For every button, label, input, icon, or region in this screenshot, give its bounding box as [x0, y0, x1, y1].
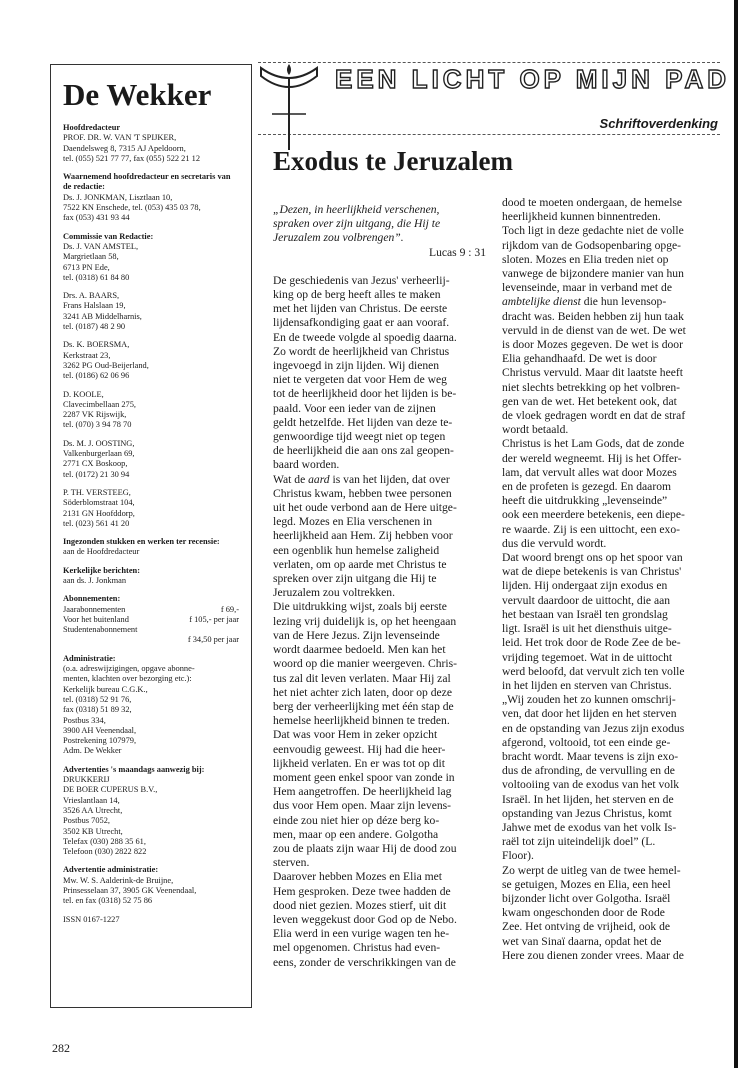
text-line: vervuld in de dienst van de wet. De wet	[502, 323, 686, 337]
page-edge-bar	[734, 0, 738, 1068]
text-line: Christus kwam, hebben twee personen	[273, 486, 452, 500]
text-line: De geschiedenis van Jezus' verheerlij-	[273, 273, 450, 287]
colophon-blocks	[63, 123, 239, 586]
colophon-line: Ds. K. BOERSMA,	[63, 340, 130, 350]
colophon-line: tel. en fax (0318) 52 75 86	[63, 896, 153, 906]
text-line: levenseinde, maar in verband met de	[502, 281, 672, 295]
text-line: Dat woord brengt ons op het spoor van	[502, 551, 683, 565]
text-line: een ogenblik hun hemelse zaligheid	[273, 543, 440, 557]
text-line: zou de plaats zijn waar Hij de dood zou	[273, 841, 457, 855]
colophon-line: ISSN 0167-1227	[63, 914, 120, 924]
text-line: ven, dat door het lijden en het sterven	[502, 707, 677, 721]
subscription-row	[63, 635, 239, 645]
colophon-heading: Kerkelijke berichten:	[63, 565, 140, 575]
colophon-line: Mw. W. S. Aalderink-de Bruijne,	[63, 875, 174, 885]
colophon-heading: Hoofdredacteur	[63, 123, 121, 132]
colophon-line: Frans Halslaan 19,	[63, 301, 126, 311]
colophon-line: (o.a. adreswijzigingen, opgave abonne-	[63, 664, 195, 674]
text-line: lijden. Hij ondergaat zijn exodus en	[502, 579, 668, 593]
text-line: raël tot zijn uiteindelijk doel” (L.	[502, 835, 656, 849]
text-line: eens, zonder de verschrikkingen van de	[273, 955, 456, 969]
colophon-line: 2287 VK Rijswijk,	[63, 410, 127, 420]
text-line: vanwege de bijzondere manier van hun	[502, 267, 684, 281]
colophon-entry	[63, 865, 239, 906]
text-line: Hem aangetroffen. De heerlijkheid lag	[273, 785, 452, 799]
masthead: De Wekker	[63, 77, 212, 112]
text-line: Jeruzalem zou voltrekken.	[273, 586, 396, 600]
colophon-line: Postbus 7052,	[63, 816, 111, 826]
colophon-entry	[63, 172, 239, 223]
text-line: dood niet gezien. Mozes stierf, uit dit	[273, 898, 447, 912]
text-line: geldt hetzelfde. Het lijden van deze te-	[273, 415, 453, 429]
text-line: Israël. In het lijden, het sterven en de	[502, 792, 674, 806]
text-line: lijkheid verlaten. En er was tot op dit	[273, 756, 445, 770]
paragraph-gap	[273, 260, 486, 274]
header-top-rule	[258, 62, 720, 63]
section-label: Schriftoverdenking	[599, 116, 718, 131]
text-line: heeft die uitdrukking „levenseinde”	[502, 494, 668, 508]
quote-line: Jeruzalem zou volbrengen”.	[273, 231, 404, 245]
colophon-entry	[63, 232, 239, 283]
colophon-line: Ds. J. VAN AMSTEL,	[63, 241, 139, 251]
text-line: se getuigen, Mozes en Elia, een heel	[502, 877, 671, 891]
colophon-entry	[63, 439, 239, 480]
article-column-2	[502, 196, 726, 963]
colophon-entry	[63, 340, 239, 381]
text-line: Elia werd in een vurige wagen ten he-	[273, 927, 450, 941]
column-series-title: EEN LICHT OP MIJN PAD	[335, 64, 731, 94]
colophon-line: aan de Hoofdredacteur	[63, 547, 140, 557]
colophon-entry	[63, 915, 239, 925]
epigraph-quote	[273, 203, 486, 246]
text-line: het bestaan van Israël ten grondslag	[502, 607, 668, 621]
colophon-line: Telefax (030) 288 35 61,	[63, 836, 146, 846]
text-line: Dat was voor Hem in zeker opzicht	[273, 728, 438, 742]
subscription-label: Voor het buitenland	[63, 614, 129, 624]
colophon-line: Postrekening 107979,	[63, 736, 137, 746]
text-line: Floor).	[502, 849, 534, 863]
text-line: tot de heerlijkheid door het lijden is be-	[273, 387, 457, 401]
colophon-line: tel. (0187) 48 2 90	[63, 322, 126, 332]
text-line: eenvoudig geweest. Hij had die heer-	[273, 742, 446, 756]
text-line: vrijding tegemoet. Wat in de uittocht	[502, 650, 673, 664]
text-line: men, maar op een andere. Golgotha	[273, 827, 439, 841]
colophon-line: tel. (055) 521 77 77, fax (055) 522 21 12	[63, 153, 201, 163]
colophon-entry	[63, 390, 239, 431]
article-column-1	[273, 203, 486, 970]
colophon-line: DE BOER CUPERUS B.V.,	[63, 785, 158, 795]
text-line: paald. Voor een ieder van de zijnen	[273, 401, 436, 415]
colophon-line: tel. (0172) 21 30 94	[63, 469, 130, 479]
colophon-heading: Commissie van Redactie:	[63, 231, 154, 241]
text-line: met het lijden van Christus. De eerste	[273, 302, 448, 316]
colophon-heading: Ingezonden stukken en werken ter recensie:	[63, 537, 220, 547]
text-line: Hem gesproken. Deze twee hadden de	[273, 884, 451, 898]
colophon-entry	[63, 537, 239, 558]
text-line: Zo wordt de heerlijkheid van Christus	[273, 344, 450, 358]
text-line: Toch ligt in deze gedachte niet de volle	[502, 224, 684, 238]
text-line: en de opstanding van Jezus zijn exodus	[502, 721, 685, 735]
text-line: legd. Mozes en Elia verschenen in	[273, 515, 433, 529]
colophon-line: Drs. A. BAARS,	[63, 291, 120, 301]
text-line: werd beloofd, dat vervult zich ten volle	[502, 664, 685, 678]
text-line: mel opgenomen. Christus had even-	[273, 941, 441, 955]
colophon-heading: Administratie:	[63, 653, 116, 663]
colophon-line: Vrieslantlaan 14,	[63, 795, 120, 805]
colophon-heading: Waarnemend hoofdredacteur en secretaris van de redactie:	[63, 172, 231, 192]
subscription-label: Jaarabonnementen	[63, 604, 126, 614]
colophon-line: fax (0318) 51 89 32,	[63, 705, 132, 715]
text-line: dus die vervuld wordt.	[502, 536, 607, 550]
colophon-entry	[63, 566, 239, 587]
text-line: gen van de wet. Het betekent ook, dat	[502, 394, 677, 408]
subscription-row	[63, 605, 239, 615]
colophon-line: tel. (0318) 52 91 76,	[63, 694, 132, 704]
colophon-line: menten, klachten over bezorging etc.):	[63, 674, 192, 684]
text-line: van de Here Jezus. Zijn levenseinde	[273, 628, 440, 642]
colophon-line: Daendelsweg 8, 7315 AJ Apeldoorn,	[63, 143, 186, 153]
text-line: dus de afronding, de vervulling en de	[502, 764, 675, 778]
text-line: opstanding van Jezus Christus, komt	[502, 806, 672, 820]
colophon-line: P. TH. VERSTEEG,	[63, 487, 131, 497]
colophon-line: tel. (0186) 62 06 96	[63, 371, 130, 381]
colophon-line: 2771 CX Boskoop,	[63, 459, 128, 469]
emphasis: aard	[305, 472, 333, 486]
text-line: Zee. Het ontving de vrijheid, ook de	[502, 920, 671, 934]
colophon-line: 3241 AB Middelharnis,	[63, 311, 142, 321]
text-line: woord op die manier weergeven. Chris-	[273, 657, 457, 671]
colophon-line: 3526 AA Utrecht,	[63, 805, 123, 815]
text-line: Die uitdrukking wijst, zoals bij eerste	[273, 600, 447, 614]
text-line: in het lijden en sterven van Christus.	[502, 678, 672, 692]
text-line: wet van Sinaï daarna, opdat het de	[502, 934, 662, 948]
colophon-line: Prinsesselaan 37, 3905 GK Veenendaal,	[63, 886, 197, 895]
text-line: de heerlijkheid die aan ons zal geopen-	[273, 444, 454, 458]
subscription-row	[63, 625, 239, 635]
text-line: leven weggekust door God op de Nebo.	[273, 912, 457, 926]
epigraph-reference: Lucas 9 : 31	[429, 245, 486, 259]
text-line: Jahwe met de exodus van het volk Is-	[502, 820, 677, 834]
text-line: leid. Het trok door de Rode Zee de be-	[502, 636, 681, 650]
subscription-price: f 34,50 per jaar	[187, 635, 239, 645]
text-line: lijdensafkondiging gaat er aan vooraf.	[273, 316, 450, 330]
colophon-entry	[63, 654, 239, 757]
text-line: king op de berg heeft alles te maken	[273, 288, 441, 302]
colophon-heading: Advertenties 's maandags aanwezig bij:	[63, 764, 205, 774]
text-line: ambtelijke dienst die hun levensop-	[502, 295, 667, 309]
colophon-entry	[63, 488, 239, 529]
colophon-line: Postbus 334,	[63, 715, 106, 725]
colophon-line: Söderblomstraat 104,	[63, 498, 135, 508]
text-line: En de tweede volgde al spoedig daarna.	[273, 330, 457, 344]
text-line: Christus vervuld. Maar dit laatste heeft	[502, 366, 683, 380]
text-line: tus zal dit leven verlaten. Maar Hij zal	[273, 671, 451, 685]
text-line: Here zou dienen zonder vrees. Maar de	[502, 948, 684, 962]
colophon-line: Valkenburgerlaan 69,	[63, 449, 135, 459]
text-line: verlaten, om op aarde met Christus te	[273, 557, 447, 571]
colophon-line: tel. (0318) 61 84 80	[63, 272, 130, 282]
text-line: ook een meerdere betekenis, een diepe-	[502, 508, 685, 522]
colophon-line: Kerkstraat 23,	[63, 350, 111, 360]
header-bottom-rule	[258, 134, 720, 135]
text-line: kwam ongeschonden door de Rode	[502, 906, 665, 920]
subscription-row	[63, 615, 239, 625]
article-headline: Exodus te Jeruzalem	[273, 146, 513, 176]
text-line: sterven.	[273, 856, 310, 870]
colophon-line: 3502 KB Utrecht,	[63, 826, 123, 836]
text-line: Elia gehandhaafd. De wet is door	[502, 352, 657, 366]
text-line: moment geen enkel spoor van zonde in	[273, 770, 455, 784]
text-line: afgerond, voltooid, tot een einde ge-	[502, 735, 671, 749]
subscriptions-heading: Abonnementen:	[63, 594, 121, 604]
text-line: lam, dat vervult alles wat door Mozes	[502, 465, 677, 479]
colophon-entry	[63, 123, 239, 164]
colophon-line: 6713 PN Ede,	[63, 262, 110, 272]
text-line: heerlijkheid aan Hem. Zij hebben voor	[273, 529, 453, 543]
text-line: Wat de aard is van het lijden, dat over	[273, 472, 450, 486]
text-line: sloten. Mozes en Elia treden niet op	[502, 252, 669, 266]
colophon-line: DRUKKERIJ	[63, 775, 110, 785]
colophon-line: Telefoon (030) 2822 822	[63, 847, 147, 857]
text-line: rijkdom van de Godsopenbaring opge-	[502, 238, 682, 252]
text-line: der wereld wegneemt. Hij is het Offer-	[502, 451, 682, 465]
emphasis: ambtelijke dienst	[502, 295, 581, 309]
text-line: dracht was. Beiden hebben zij hun taak	[502, 309, 684, 323]
text-line: ligt. Israël is uit het diensthuis uitge-	[502, 622, 672, 636]
colophon-line: PROF. DR. W. VAN 'T SPIJKER,	[63, 133, 177, 143]
colophon-line: fax (053) 431 93 44	[63, 213, 130, 223]
text-line: de vloek gedragen wordt en dat de straf	[502, 409, 686, 423]
text-line: Christus is het Lam Gods, dat de zonde	[502, 437, 685, 451]
subscription-label: Studentenabonnement	[63, 625, 138, 635]
colophon-line: Adm. De Wekker	[63, 746, 122, 756]
text-line: is door Mozes gegeven. De wet is door	[502, 338, 683, 352]
text-line: bijzonder licht over Golgotha. Israël	[502, 891, 671, 905]
text-line: het niet achter zich laten, door op deze	[273, 685, 452, 699]
text-line: dus voor Hem open. Maar zijn levens-	[273, 799, 452, 813]
colophon-line: tel. (070) 3 94 78 70	[63, 420, 132, 430]
colophon-line: aan ds. J. Jonkman	[63, 575, 127, 585]
column-2-text	[502, 196, 726, 963]
subscriptions-rows	[63, 605, 239, 646]
text-line: heerlijkheid kunnen binnentreden.	[502, 210, 661, 224]
subscriptions-block	[63, 594, 239, 645]
colophon-line: Ds. J. JONKMAN, Lisztlaan 10,	[63, 192, 173, 202]
text-line: baard worden.	[273, 458, 340, 472]
text-line: Zo werpt de uitleg van de twee hemel-	[502, 863, 681, 877]
colophon-line: D. KOOLE,	[63, 389, 104, 399]
colophon-line: Kerkelijk bureau C.G.K.,	[63, 684, 148, 694]
text-line: „Wij zouden het zo kunnen omschrij-	[502, 693, 676, 707]
colophon-line: Ds. M. J. OOSTING,	[63, 438, 135, 448]
colophon-line: 3262 PG Oud-Beijerland,	[63, 360, 149, 370]
text-line: vervult daardoor de uittocht, die aan	[502, 593, 671, 607]
colophon-line: 3900 AH Veenendaal,	[63, 725, 137, 735]
colophon-entry	[63, 291, 239, 332]
colophon-line: 7522 KN Enschede, tel. (053) 435 03 78,	[63, 203, 201, 213]
text-line: niet te vergeten dat voor Hem de weg	[273, 373, 447, 387]
colophon-heading: Advertentie administratie:	[63, 865, 159, 875]
subscription-price: f 69,-	[220, 604, 239, 614]
text-line: uit het oude verbond aan de Here uitge-	[273, 501, 457, 515]
text-line: Daarover hebben Mozes en Elia met	[273, 870, 443, 884]
text-line: re waarde. Zij is een uittocht, een exo-	[502, 522, 681, 536]
text-line: hemelse heerlijkheid binnen te treden.	[273, 714, 450, 728]
text-line: einde zou niet hier op déze berg ko-	[273, 813, 440, 827]
colophon-box	[50, 64, 252, 1008]
text-line: genwoordige tijd weegt niet op tegen	[273, 430, 446, 444]
colophon-blocks-2	[63, 654, 239, 925]
text-line: spreken over zijn uitgang die Hij te	[273, 572, 437, 586]
candle-cross-icon	[258, 62, 320, 152]
quote-line: „Dezen, in heerlijkheid verschenen,	[273, 203, 440, 216]
text-line: lezing vrij duidelijk is, op het heengaan	[273, 614, 457, 628]
page-number: 282	[52, 1041, 70, 1055]
colophon-line: Margrietlaan 58,	[63, 252, 119, 262]
text-line: berg der verheerlijking met één stap de	[273, 699, 454, 713]
subscription-price: f 105,- per jaar	[189, 614, 239, 624]
colophon-line: Clavecimbellaan 275,	[63, 399, 137, 409]
colophon-line: 2131 GN Hoofddorp,	[63, 508, 135, 518]
text-line: bracht wordt. Maar tevens is zijn exo-	[502, 749, 679, 763]
quote-line: spraken over zijn uitgang, die Hij te	[273, 217, 441, 231]
text-line: en de profeten is gezegd. En daarom	[502, 480, 672, 494]
text-line: ingevoegd in zijn lijden. Wij dienen	[273, 359, 440, 373]
text-line: wordt betaald.	[502, 423, 569, 437]
text-line: dood te moeten ondergaan, de hemelse	[502, 196, 683, 209]
colophon-entry	[63, 765, 239, 858]
text-line: wordt daarmee bedoeld. Men kan het	[273, 643, 446, 657]
text-line: voltooiing van de exodus van het volk	[502, 778, 680, 792]
text-line: niet slechts betrekking op het volbren-	[502, 380, 681, 394]
column-1-text	[273, 274, 486, 970]
colophon-line: tel. (023) 561 41 20	[63, 518, 130, 528]
text-line: wat de diepe betekenis is van Christus'	[502, 565, 682, 579]
